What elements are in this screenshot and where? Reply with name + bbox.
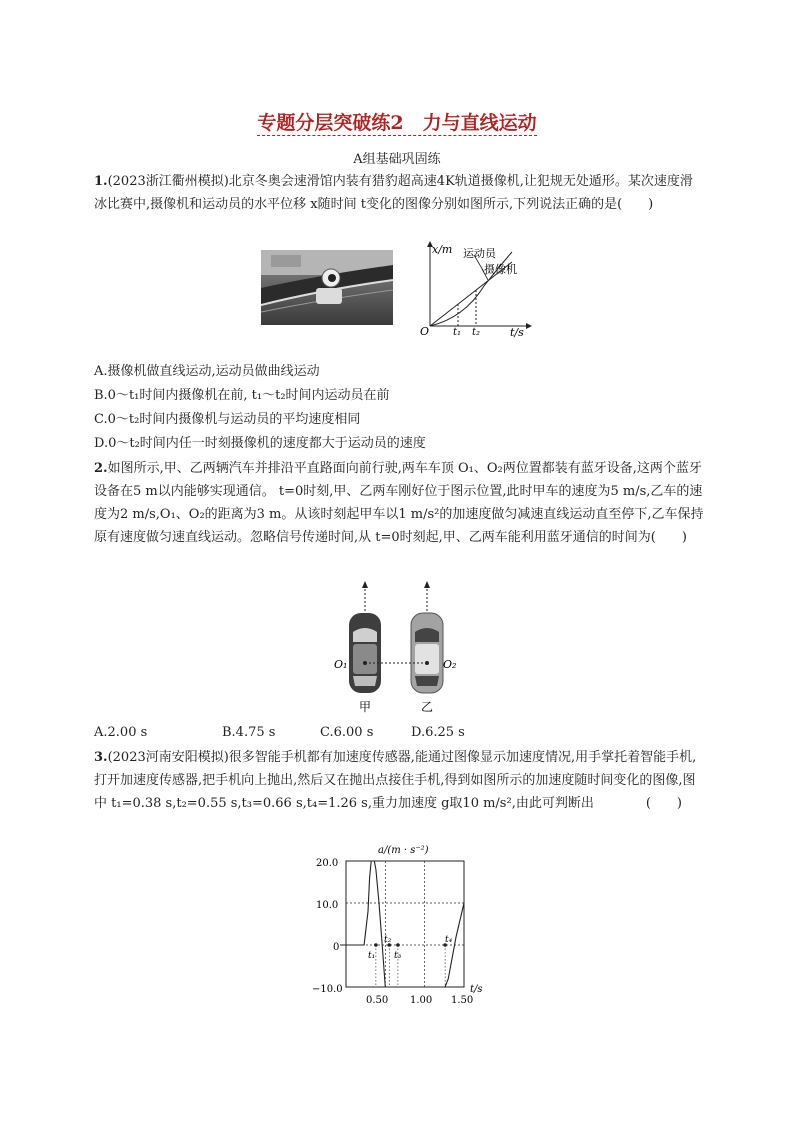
q1-option-d[interactable]: D.0～t₂时间内任一时刻摄像机的速度都大于运动员的速度 bbox=[94, 436, 426, 451]
q2-option-c[interactable]: C.6.00 s bbox=[320, 725, 374, 740]
t3-label: t₃ bbox=[394, 951, 402, 961]
t4-label: t₄ bbox=[445, 935, 453, 945]
xtick-100: 1.00 bbox=[410, 995, 433, 1006]
cars-diagram bbox=[330, 580, 460, 720]
o1-label: O₁ bbox=[334, 658, 348, 671]
t1-label: t₁ bbox=[368, 951, 376, 961]
legend-camera: 摄像机 bbox=[484, 263, 517, 276]
q2-option-d[interactable]: D.6.25 s bbox=[411, 725, 465, 740]
q2-option-a[interactable]: A.2.00 s bbox=[94, 725, 148, 740]
question-2-text bbox=[94, 457, 704, 549]
y-axis-label: a/(m · s⁻²) bbox=[378, 845, 429, 856]
q1-option-a[interactable]: A.摄像机做直线运动,运动员做曲线运动 bbox=[94, 364, 320, 379]
car2-label: 乙 bbox=[421, 700, 434, 714]
t2-label: t₂ bbox=[472, 327, 481, 338]
acceleration-series-line bbox=[346, 861, 464, 987]
car-jia bbox=[349, 613, 381, 693]
ytick-20: 20.0 bbox=[316, 858, 339, 869]
x-axis-label: t/s bbox=[470, 984, 483, 995]
question-body: (2023河南安阳模拟)很多智能手机都有加速度传感器,能通过图像显示加速度情况,用手掌托着智能手机,打开加速度传感器,把手机向上抛出,然后又在抛出点接住手机,得到如图所示的加速度随时间变化的图像,图中 t₁=0.38 s,t₂=0.55 s,t₃=0.66 s,t₄=1.26 s,重力加速度 g取10 m/s²,由此可判断出 ( ) bbox=[94, 750, 697, 811]
q1-option-b[interactable]: B.0～t₁时间内摄像机在前, t₁～t₂时间内运动员在前 bbox=[94, 388, 390, 403]
question-1-text bbox=[94, 170, 704, 216]
acceleration-chart bbox=[300, 842, 500, 1010]
question-number: 2. bbox=[94, 461, 108, 476]
marker-point-t1 bbox=[374, 943, 378, 947]
marker-point-t3 bbox=[396, 943, 400, 947]
q1-option-c[interactable]: C.0～t₂时间内摄像机与运动员的平均速度相同 bbox=[94, 412, 361, 427]
x-t-graph bbox=[414, 238, 534, 338]
xtick-050: 0.50 bbox=[366, 995, 389, 1006]
car1-label: 甲 bbox=[359, 700, 372, 714]
question-number: 3. bbox=[94, 750, 108, 765]
ytick-10: 10.0 bbox=[316, 900, 339, 911]
o2-label: O₂ bbox=[443, 658, 457, 671]
t2-label: t₂ bbox=[384, 935, 392, 945]
plot-frame bbox=[346, 861, 464, 987]
t1-label: t₁ bbox=[453, 327, 462, 338]
question-body: (2023浙江衢州模拟)北京冬奥会速滑馆内装有猎豹超高速4K轨道摄像机,让犯规无处遁形。某次速度滑冰比赛中,摄像机和运动员的水平位移 x随时间 t变化的图像分别如图所示,下列说法正确的是( ) bbox=[94, 174, 693, 212]
camera-photo bbox=[261, 250, 393, 325]
ytick-0: 0 bbox=[333, 942, 340, 953]
q2-option-b[interactable]: B.4.75 s bbox=[222, 725, 276, 740]
x-axis-label: x/m bbox=[432, 243, 453, 256]
page-title: 专题分层突破练2 力与直线运动 bbox=[257, 112, 537, 134]
question-body: 如图所示,甲、乙两辆汽车并排沿平直路面向前行驶,两车车顶 O₁、O₂两位置都装有蓝牙设备,这两个蓝牙设备在5 m以内能够实现通信。 t=0时刻,甲、乙两车刚好位于图示位置,此时甲车的速度为5 m/s,乙车的速度为2 m/s,O₁、O₂的距离为3 m。从该时刻起甲车以1 m/s²的加速度做匀减速直线运动直至停下,乙车保持原有速度做匀速直线运动。忽略信号传递时间,从 t=0时刻起,甲、乙两车能利用蓝牙通信的时间为( ) bbox=[94, 461, 704, 545]
question-number: 1. bbox=[94, 174, 108, 189]
t-axis-label: t/s bbox=[510, 326, 524, 338]
xtick-150: 1.50 bbox=[451, 995, 474, 1006]
question-3-text bbox=[94, 746, 704, 815]
origin-label: O bbox=[420, 325, 430, 338]
ytick-neg10: −10.0 bbox=[312, 984, 343, 995]
car-yi bbox=[411, 613, 443, 693]
section-heading: A组基础巩固练 bbox=[353, 152, 441, 167]
legend-athlete: 运动员 bbox=[463, 247, 496, 260]
